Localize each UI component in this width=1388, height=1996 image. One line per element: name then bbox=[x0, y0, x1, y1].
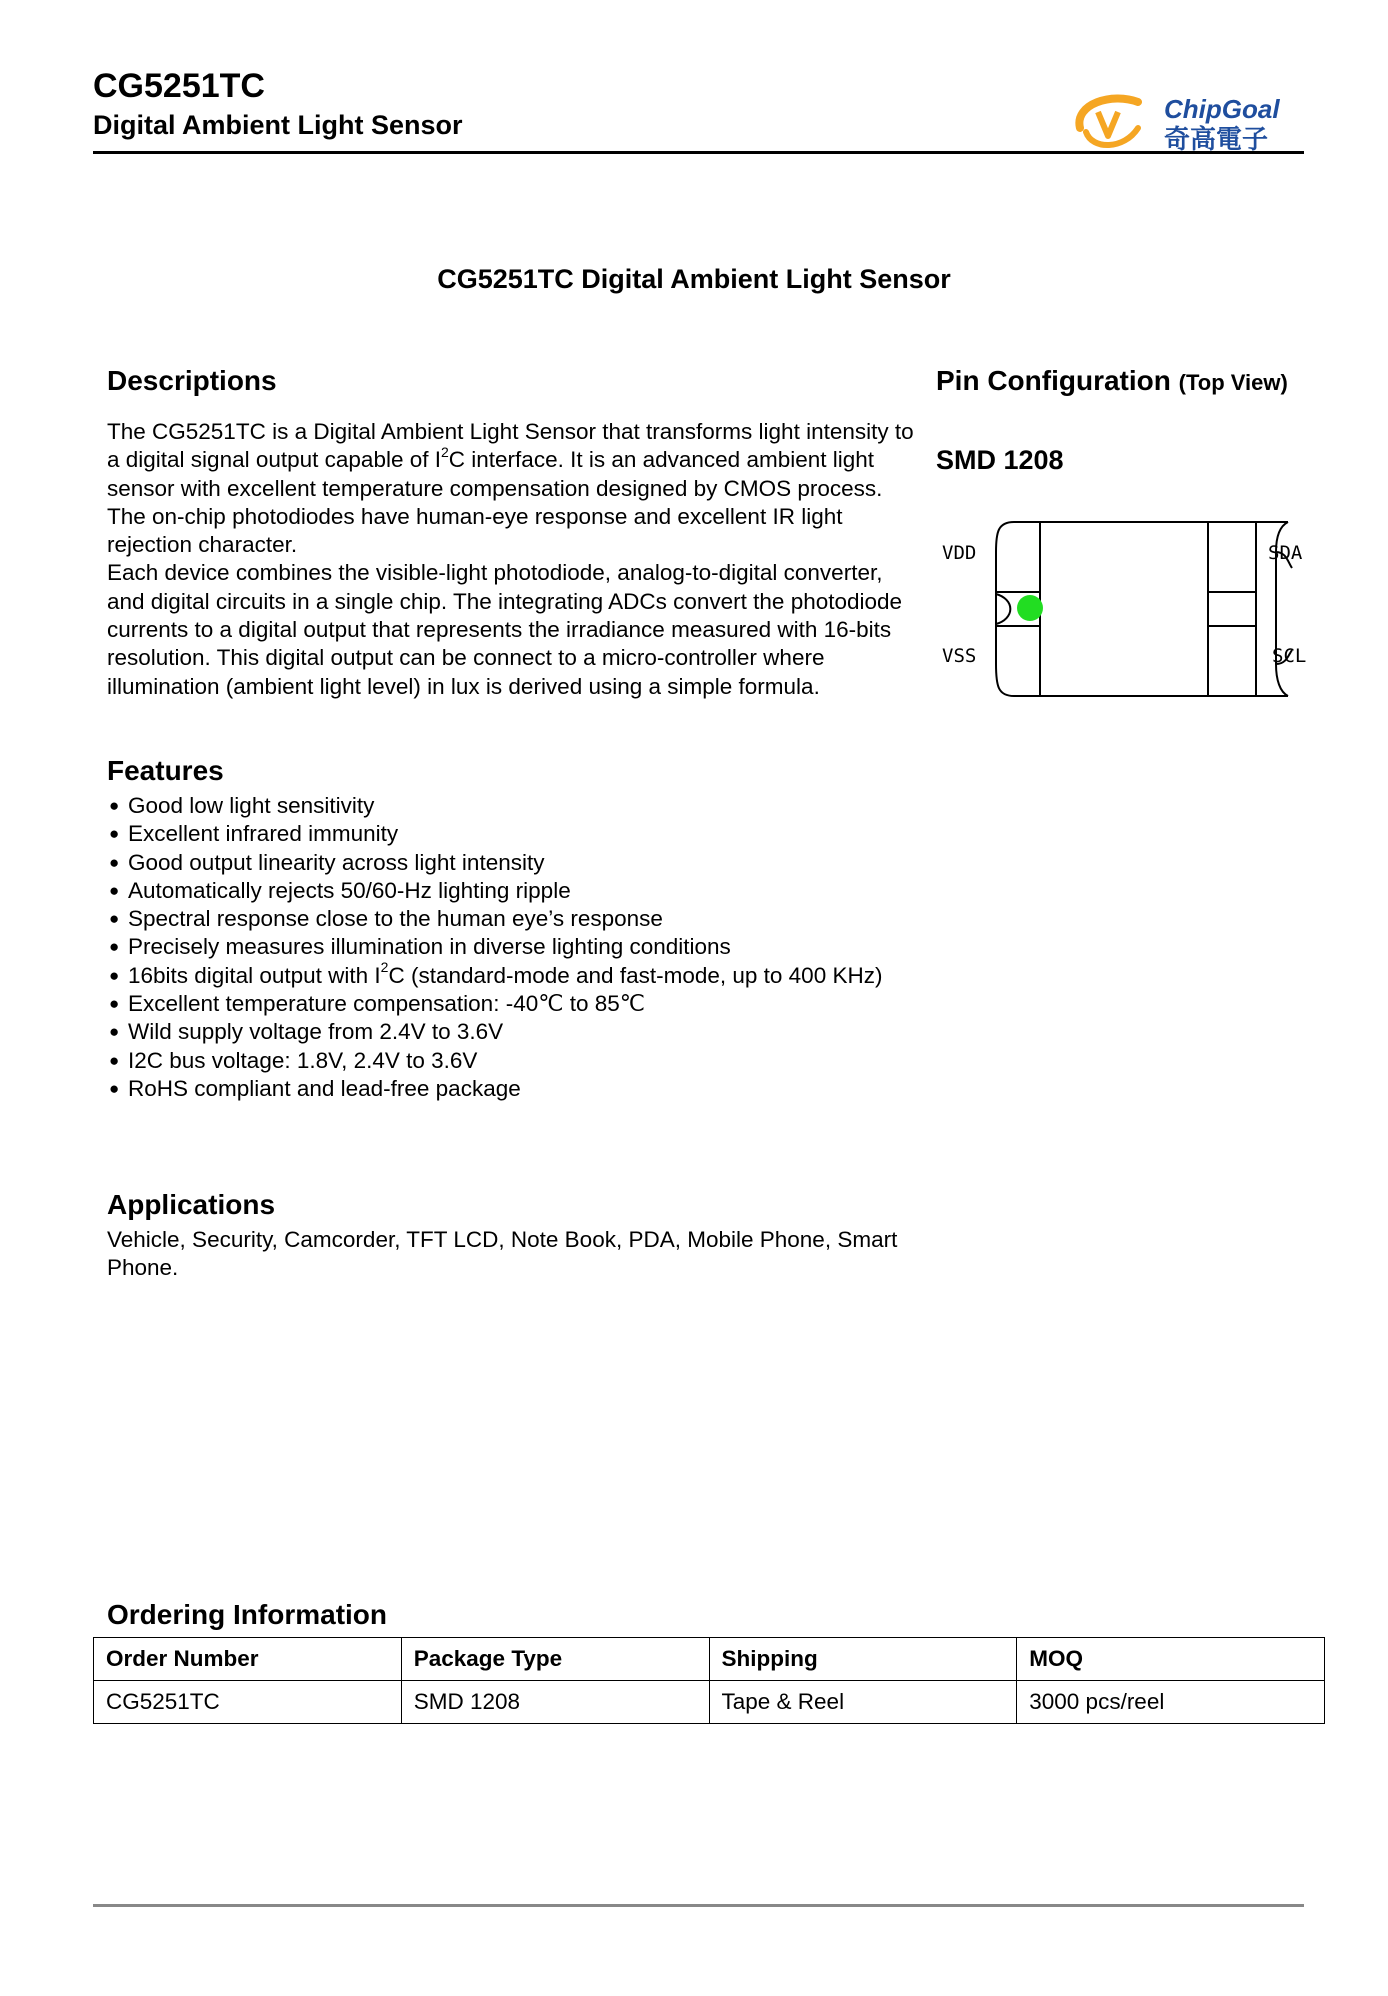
bullet-icon: ● bbox=[109, 852, 120, 872]
logo-brand-latin: ChipGoal bbox=[1164, 94, 1280, 124]
list-item: ● Good output linearity across light intensity bbox=[107, 849, 887, 877]
chipgoal-logo-icon bbox=[1068, 88, 1308, 154]
list-item: ● I2C bus voltage: 1.8V, 2.4V to 3.6V bbox=[107, 1047, 887, 1075]
pin1-marker-icon bbox=[1017, 595, 1043, 621]
part-number: CG5251TC bbox=[93, 67, 265, 105]
bullet-icon: ● bbox=[109, 937, 120, 957]
applications-text: Vehicle, Security, Camcorder, TFT LCD, Note Book, PDA, Mobile Phone, Smart Phone. bbox=[107, 1227, 898, 1281]
list-item: ● Good low light sensitivity bbox=[107, 792, 887, 820]
table-cell: CG5251TC bbox=[94, 1681, 402, 1724]
bullet-icon: ● bbox=[109, 965, 120, 985]
list-item: ● Excellent temperature compensation: -40℃ to 85℃ bbox=[107, 990, 887, 1018]
applications-heading: Applications bbox=[107, 1189, 276, 1220]
ordering-table bbox=[93, 1637, 1325, 1724]
pin-diagram-drawing bbox=[936, 512, 1316, 704]
descriptions-heading: Descriptions bbox=[107, 365, 277, 396]
ordering-heading: Ordering Information bbox=[107, 1599, 387, 1630]
list-item: ● Wild supply voltage from 2.4V to 3.6V bbox=[107, 1018, 887, 1046]
pin-configuration-note: (Top View) bbox=[1178, 370, 1288, 395]
column-header: Package Type bbox=[401, 1638, 709, 1681]
bullet-icon: ● bbox=[109, 1078, 120, 1098]
list-item: ● Excellent infrared immunity bbox=[107, 820, 887, 848]
descriptions-paragraph-1: The CG5251TC is a Digital Ambient Light Sensor that transforms light intensity to a digital signal output capable of $I^2C$ interface. It is an advanced ambient light sensor with excellent temperature compensation designed by CMOS process. The on-chip photodiodes have human-eye response and excellent IR light rejection character. bbox=[107, 419, 914, 558]
bullet-icon: ● bbox=[109, 994, 120, 1014]
list-item: ● Spectral response close to the human eye’s response bbox=[107, 905, 887, 933]
column-header: Shipping bbox=[709, 1638, 1017, 1681]
list-item: ● Precisely measures illumination in diverse lighting conditions bbox=[107, 933, 887, 961]
logo-brand-chinese: 奇高電子 bbox=[1164, 125, 1269, 154]
list-item: ● Automatically rejects 50/60-Hz lighting ripple bbox=[107, 877, 887, 905]
table-cell: SMD 1208 bbox=[401, 1681, 709, 1724]
pin-label-scl: SCL bbox=[1272, 645, 1307, 667]
bullet-icon: ● bbox=[109, 1022, 120, 1042]
pin-label-vss: VSS bbox=[942, 645, 977, 667]
table-row bbox=[94, 1681, 1325, 1724]
document-title: CG5251TC Digital Ambient Light Sensor bbox=[437, 264, 951, 294]
pin-label-vdd: VDD bbox=[942, 542, 977, 564]
bullet-icon: ● bbox=[109, 880, 120, 900]
list-item: ● RoHS compliant and lead-free package bbox=[107, 1075, 887, 1103]
package-label: SMD 1208 bbox=[936, 445, 1064, 475]
column-header: MOQ bbox=[1017, 1638, 1325, 1681]
list-item: ● 16bits digital output with $I^2C$ (standard-mode and fast-mode, up to 400 KHz) bbox=[107, 962, 887, 990]
pin-diagram bbox=[936, 512, 1316, 704]
table-cell: Tape & Reel bbox=[709, 1681, 1017, 1724]
pin-configuration-heading: Pin Configuration (Top View) bbox=[936, 365, 1288, 396]
pin-label-sda: SDA bbox=[1268, 542, 1303, 564]
part-subtitle: Digital Ambient Light Sensor bbox=[93, 110, 463, 140]
bullet-icon: ● bbox=[109, 1050, 120, 1070]
bullet-icon: ● bbox=[109, 909, 120, 929]
bullet-icon: ● bbox=[109, 796, 120, 815]
descriptions-paragraph-2: Each device combines the visible-light photodiode, analog-to-digital converter, and digital circuits in a single chip. The integrating ADCs convert the photodiode currents to a digital output that represents the irradiance measured with 16-bits resolution. This digital output can be connect to a micro-controller where illumination (ambient light level) in lux is derived using a simple formula. bbox=[107, 560, 903, 699]
column-header: Order Number bbox=[94, 1638, 402, 1681]
bullet-icon: ● bbox=[109, 824, 120, 844]
table-header-row bbox=[94, 1638, 1325, 1681]
descriptions-body bbox=[107, 418, 917, 701]
chipgoal-logo bbox=[1068, 88, 1308, 154]
footer-divider bbox=[93, 1904, 1304, 1907]
table-cell: 3000 pcs/reel bbox=[1017, 1681, 1325, 1724]
features-heading: Features bbox=[107, 755, 224, 786]
features-list bbox=[107, 792, 887, 1103]
